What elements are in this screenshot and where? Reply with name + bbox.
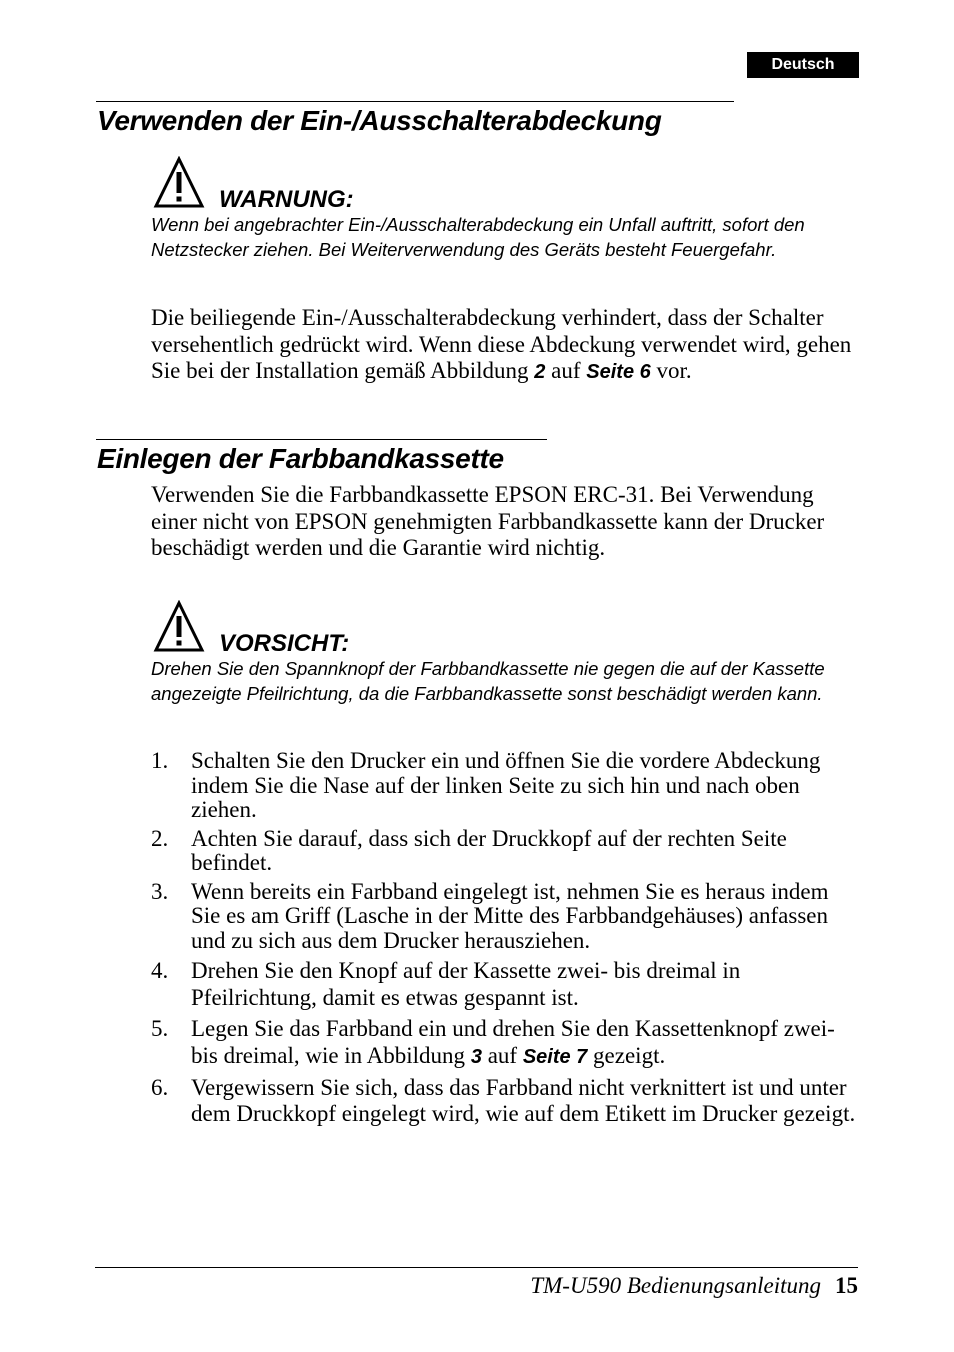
warning-triangle-icon <box>153 600 205 654</box>
figure-reference: 2 <box>534 361 546 383</box>
caution-label: VORSICHT: <box>219 630 350 657</box>
step-text <box>191 1015 863 1071</box>
caution-notice <box>151 596 861 706</box>
manual-title: TM-U590 Bedienungsanleitung <box>530 1273 821 1298</box>
step-item <box>151 827 863 876</box>
step-text: Achten Sie darauf, dass sich der Druckkopf auf der rechten Seite befindet. <box>191 825 787 875</box>
step-item <box>151 749 863 823</box>
page-number: 15 <box>835 1273 858 1298</box>
section-heading-ribbon-cassette: Einlegen der Farbbandkassette <box>97 443 504 474</box>
intro-paragraph: Verwenden Sie die Farbbandkassette EPSON ERC-31. Bei Verwendung einer nicht von EPSON genehmigten Farbbandkassette kann der Drucker beschädigt werden und die Garantie wird nichtig. <box>151 482 825 560</box>
section-heading-power-switch-cover: Verwenden der Ein-/Ausschalterabdeckung <box>97 105 662 136</box>
step-text-part: auf <box>481 1043 523 1068</box>
body-text: auf <box>545 358 587 383</box>
page-reference: Seite 6 <box>586 361 651 383</box>
step-number: 6. <box>151 1075 169 1100</box>
body-text: Die beiliegende Ein-/Ausschalterabdeckung verhindert, dass der Schalter versehentlich gedrückt wird. Wenn diese Abdeckung verwendet wird, gehen Sie bei der Installation gemäß Abbildung <box>151 305 852 383</box>
procedure-steps <box>151 749 863 1127</box>
step-text: Vergewissern Sie sich, dass das Farbband nicht verknittert ist und unter dem Druckkopf eingelegt wird, wie auf dem Etikett im Drucker gezeigt. <box>191 1075 856 1126</box>
step-number: 1. <box>151 748 169 773</box>
step-item <box>151 1015 863 1071</box>
page-reference: Seite 7 <box>522 1046 588 1068</box>
body-text: vor. <box>650 358 692 383</box>
figure-reference: 3 <box>470 1046 482 1068</box>
language-tab: Deutsch <box>747 52 859 78</box>
footer-rule <box>95 1267 858 1268</box>
step-text-part: gezeigt. <box>587 1043 666 1068</box>
caution-text: Drehen Sie den Spannknopf der Farbbandkassette nie gegen die auf der Kassette angezeigte Pfeilrichtung, da die Farbbandkassette sonst beschädigt werden kann. <box>151 658 825 704</box>
step-number: 2. <box>151 825 169 851</box>
step-text: Drehen Sie den Knopf auf der Kassette zwei- bis dreimal in Pfeilrichtung, damit es etwas gespannt ist. <box>191 958 741 1010</box>
step-number: 3. <box>151 878 169 904</box>
step-number: 4. <box>151 958 169 983</box>
step-number: 5. <box>151 1016 169 1041</box>
step-item <box>151 880 863 954</box>
warning-triangle-icon <box>153 156 205 210</box>
warning-text: Wenn bei angebrachter Ein-/Ausschalterabdeckung ein Unfall auftritt, sofort den Netzstecker ziehen. Bei Weiterverwendung des Geräts besteht Feuergefahr. <box>151 214 805 260</box>
page-footer <box>530 1271 858 1301</box>
step-item <box>151 957 863 1011</box>
step-item <box>151 1075 863 1127</box>
step-text: Schalten Sie den Drucker ein und öffnen Sie die vordere Abdeckung indem Sie die Nase auf der linken Seite zu sich hin und nach oben ziehen. <box>191 748 821 822</box>
step-text: Wenn bereits ein Farbband eingelegt ist, nehmen Sie es heraus indem Sie es am Griff (Lasche in der Mitte des Farbbandgehäuses) anfassen und zu sich aus dem Drucker herausziehen. <box>191 878 829 953</box>
warning-label: WARNUNG: <box>219 186 354 213</box>
warning-notice <box>151 152 861 262</box>
body-paragraph-cover <box>151 305 863 386</box>
step-text-part: Legen Sie das Farbband ein und drehen Sie den Kassettenknopf zwei- bis dreimal, wie in Abbildung <box>191 1016 835 1068</box>
